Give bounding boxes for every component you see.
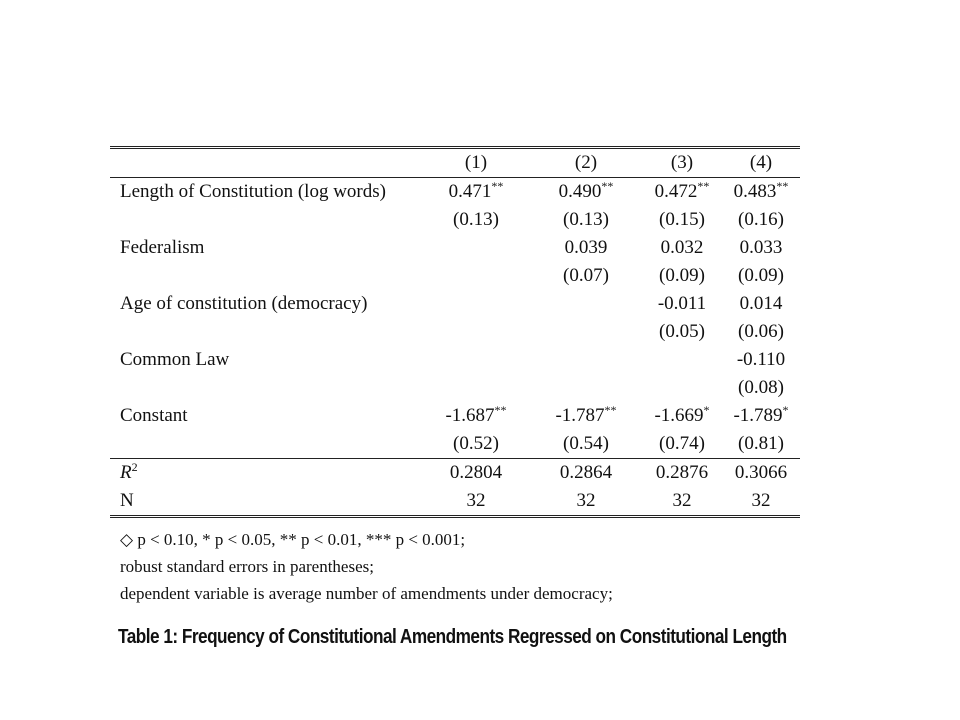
stats-row xyxy=(110,459,800,487)
significance-stars: ** xyxy=(491,179,504,193)
significance-stars: ** xyxy=(776,179,789,193)
table-cell xyxy=(530,234,642,262)
row-label xyxy=(110,318,422,346)
table-row xyxy=(110,262,800,290)
significance-stars: ** xyxy=(494,403,507,417)
cell-value: (0.07) xyxy=(563,265,609,286)
row-label: Constant xyxy=(120,405,188,426)
row-label: Age of constitution (democracy) xyxy=(120,293,368,314)
stat-cell: 0.2876 xyxy=(655,462,709,483)
table-cell xyxy=(642,262,722,290)
table-cell xyxy=(722,262,800,290)
cell-value: 0.490 xyxy=(558,181,602,202)
stat-cell: 0.3066 xyxy=(734,462,788,483)
cell-value: (0.09) xyxy=(659,265,705,286)
table-cell xyxy=(530,430,642,458)
significance-stars: ** xyxy=(697,179,710,193)
table-row xyxy=(110,374,800,402)
stat-label-sup: 2 xyxy=(131,460,138,474)
table-cell xyxy=(642,430,722,458)
stat-cell: 32 xyxy=(672,490,692,511)
table-cell xyxy=(722,346,800,374)
cell-value: (0.54) xyxy=(563,433,609,454)
header-cell: (4) xyxy=(749,152,773,173)
cell-value: -1.789 xyxy=(733,405,783,426)
regression-table xyxy=(110,146,800,518)
cell-value: (0.81) xyxy=(738,433,784,454)
table-cell xyxy=(722,402,800,430)
cell-value: -1.787 xyxy=(555,405,605,426)
table-row xyxy=(110,234,800,262)
table-cell xyxy=(642,178,722,206)
significance-stars: * xyxy=(782,403,789,417)
significance-note: ◇ p < 0.10, * p < 0.05, ** p < 0.01, *** p < 0.001; xyxy=(120,530,466,549)
cell-value: (0.13) xyxy=(453,209,499,230)
table-cell xyxy=(722,318,800,346)
header-cell xyxy=(110,149,422,177)
table-cell xyxy=(422,346,530,374)
cell-value: (0.16) xyxy=(738,209,784,230)
significance-stars: ** xyxy=(604,403,617,417)
table-cell xyxy=(422,402,530,430)
table-notes xyxy=(120,526,613,607)
dependent-variable-note: dependent variable is average number of amendments under democracy; xyxy=(120,584,613,603)
table-cell xyxy=(530,290,642,318)
cell-value: (0.06) xyxy=(738,321,784,342)
cell-value: (0.05) xyxy=(659,321,705,342)
cell-value: (0.74) xyxy=(659,433,705,454)
stat-cell: 32 xyxy=(576,490,596,511)
table-header xyxy=(110,149,800,177)
stat-label xyxy=(110,459,422,487)
bottom-double-rule xyxy=(110,515,800,518)
cell-value: 0.472 xyxy=(654,181,698,202)
table-cell xyxy=(530,262,642,290)
row-label xyxy=(110,374,422,402)
table-cell xyxy=(530,346,642,374)
table-caption: Table 1: Frequency of Constitutional Amendments Regressed on Constitutional Length xyxy=(118,626,787,648)
header-row xyxy=(110,149,800,177)
table-cell xyxy=(642,234,722,262)
table-stats xyxy=(110,459,800,515)
header-cell: (1) xyxy=(464,152,488,173)
table-cell xyxy=(422,374,530,402)
table-row xyxy=(110,346,800,374)
cell-value: 0.483 xyxy=(733,181,777,202)
table-cell xyxy=(530,374,642,402)
cell-value: 0.471 xyxy=(448,181,492,202)
row-label: Length of Constitution (log words) xyxy=(120,181,386,202)
stat-label-text: N xyxy=(120,490,134,511)
stat-cell: 32 xyxy=(466,490,486,511)
robust-se-note: robust standard errors in parentheses; xyxy=(120,557,374,576)
table-cell xyxy=(530,402,642,430)
table-cell xyxy=(722,178,800,206)
table-cell xyxy=(722,206,800,234)
cell-value: 0.032 xyxy=(660,237,704,258)
row-label xyxy=(110,262,422,290)
table-row xyxy=(110,430,800,458)
significance-stars: * xyxy=(703,403,710,417)
significance-stars: ** xyxy=(601,179,614,193)
stat-cell: 0.2864 xyxy=(559,462,613,483)
table-row xyxy=(110,402,800,430)
table-cell xyxy=(722,234,800,262)
stat-cell: 32 xyxy=(751,490,771,511)
table-cell xyxy=(642,402,722,430)
cell-value: 0.033 xyxy=(739,237,783,258)
cell-value: (0.09) xyxy=(738,265,784,286)
table-cell xyxy=(722,290,800,318)
table-cell xyxy=(422,206,530,234)
cell-value: (0.15) xyxy=(659,209,705,230)
stat-label-text: R xyxy=(120,462,132,483)
stats-row xyxy=(110,487,800,515)
table-row xyxy=(110,178,800,206)
table-body xyxy=(110,178,800,458)
stat-cell: 0.2804 xyxy=(449,462,503,483)
cell-value: -1.669 xyxy=(654,405,704,426)
row-label xyxy=(110,206,422,234)
table-cell xyxy=(642,346,722,374)
header-cell: (2) xyxy=(574,152,598,173)
cell-value: (0.08) xyxy=(738,377,784,398)
table-row xyxy=(110,318,800,346)
cell-value: -1.687 xyxy=(445,405,495,426)
table-cell xyxy=(422,262,530,290)
cell-value: -0.011 xyxy=(657,293,707,314)
table-cell xyxy=(530,206,642,234)
table-cell xyxy=(642,318,722,346)
table-cell xyxy=(530,318,642,346)
table-cell xyxy=(722,374,800,402)
cell-value: 0.014 xyxy=(739,293,783,314)
table-cell xyxy=(422,430,530,458)
table-cell xyxy=(722,430,800,458)
table-cell xyxy=(530,178,642,206)
table-cell xyxy=(642,290,722,318)
cell-value: (0.52) xyxy=(453,433,499,454)
cell-value: (0.13) xyxy=(563,209,609,230)
stat-label xyxy=(110,487,422,515)
table-cell xyxy=(422,290,530,318)
table-cell xyxy=(642,206,722,234)
cell-value: -0.110 xyxy=(736,349,786,370)
table-cell xyxy=(642,374,722,402)
row-label xyxy=(110,430,422,458)
table-cell xyxy=(422,318,530,346)
table-cell xyxy=(422,234,530,262)
row-label: Common Law xyxy=(120,349,230,370)
header-cell: (3) xyxy=(670,152,694,173)
table-cell xyxy=(422,178,530,206)
table-row xyxy=(110,206,800,234)
row-label: Federalism xyxy=(120,237,205,258)
cell-value: 0.039 xyxy=(564,237,608,258)
table-row xyxy=(110,290,800,318)
